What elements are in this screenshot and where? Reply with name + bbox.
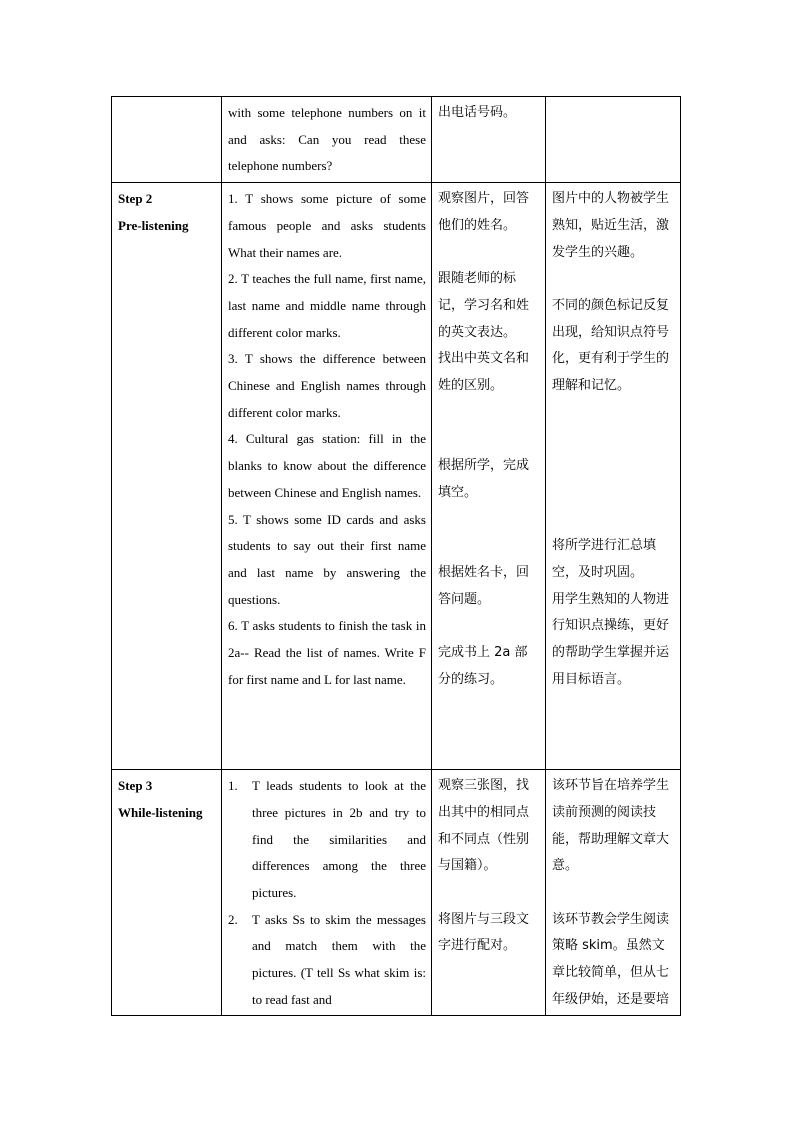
student-activity-item: 将图片与三段文字进行配对。 (438, 911, 530, 954)
purpose-item: 该环节旨在培养学生读前预测的阅读技能，帮助理解文章大意。 (552, 778, 670, 874)
table-row-step-3 (112, 770, 681, 1016)
teacher-activity-item: 1. T shows some picture of some famous people and asks students What their names are. (228, 191, 426, 260)
student-activity-cell (432, 770, 546, 1016)
student-activity-item: 根据姓名卡，回答问题。 (438, 564, 530, 607)
student-activity-item: 观察三张图，找出其中的相同点和不同点（性别与国籍）。 (438, 778, 530, 874)
purpose-cell (546, 770, 681, 1016)
item-number: 1. (228, 778, 238, 794)
step-stage: While-listening (118, 804, 203, 820)
teacher-activity-cell (222, 97, 432, 183)
step-cell (112, 770, 222, 1016)
teacher-activity-item: 5. T shows some ID cards and asks students to say out their first name and last name by answering the questions. (228, 511, 426, 607)
item-text: T leads students to look at the three pictures in 2b and try to find the similarities and differences among the three pictures. (252, 778, 426, 900)
item-text: T asks Ss to skim the messages and match them with the pictures. (T tell Ss what skim is: to read fast and (252, 911, 426, 1007)
student-activity-item: 观察图片，回答他们的姓名。 (438, 191, 530, 233)
table-row-continuation (112, 97, 681, 183)
teacher-activity-cell (222, 770, 432, 1016)
student-activity-item: 跟随老师的标记，学习名和姓的英文表达。 (438, 271, 530, 340)
student-activity-item: 完成书上 2a 部分的练习。 (438, 645, 528, 687)
student-activity-cell (432, 183, 546, 770)
teacher-activity-cell (222, 183, 432, 770)
teacher-activity-item (228, 773, 426, 907)
student-activity-item: 找出中英文名和姓的区别。 (438, 351, 530, 394)
purpose-cell (546, 183, 681, 770)
teacher-activity-item: 2. T teaches the full name, first name, last name and middle name through different color marks. (228, 271, 426, 340)
table-row-step-2 (112, 183, 681, 770)
teacher-activity-item: 6. T asks students to finish the task in 2a-- Read the list of names. Write F for first name and L for last name. (228, 618, 426, 687)
purpose-item: 不同的颜色标记反复出现，给知识点符号化，更有利于学生的理解和记忆。 (552, 297, 670, 394)
student-activity-text: 出电话号码。 (438, 105, 517, 120)
teacher-activity-item: 4. Cultural gas station: fill in the blanks to know about the difference between Chinese and English names. (228, 431, 426, 500)
step-number: Step 2 (118, 191, 153, 207)
purpose-item: 该环节教会学生阅读策略 skim。虽然文章比较简单，但从七年级伊始，还是要培 (552, 911, 670, 1007)
teacher-activity-text: with some telephone numbers on it and asks: Can you read these telephone numbers? (228, 105, 426, 174)
purpose-item: 将所学进行汇总填空，及时巩固。 (552, 538, 657, 580)
student-activity-cell (432, 97, 546, 183)
lesson-plan-table (111, 96, 681, 1016)
step-cell (112, 97, 222, 183)
student-activity-item: 根据所学，完成填空。 (438, 458, 530, 500)
step-number: Step 3 (118, 778, 153, 794)
purpose-cell (546, 97, 681, 183)
step-stage: Pre-listening (118, 217, 189, 233)
purpose-item: 用学生熟知的人物进行知识点操练，更好的帮助学生掌握并运用目标语言。 (552, 591, 670, 687)
purpose-item: 图片中的人物被学生熟知，贴近生活，激发学生的兴趣。 (552, 191, 670, 260)
teacher-activity-item (228, 907, 426, 1014)
teacher-activity-item: 3. T shows the difference between Chinese and English names through different color marks. (228, 351, 426, 420)
item-number: 2. (228, 911, 238, 927)
step-cell (112, 183, 222, 770)
